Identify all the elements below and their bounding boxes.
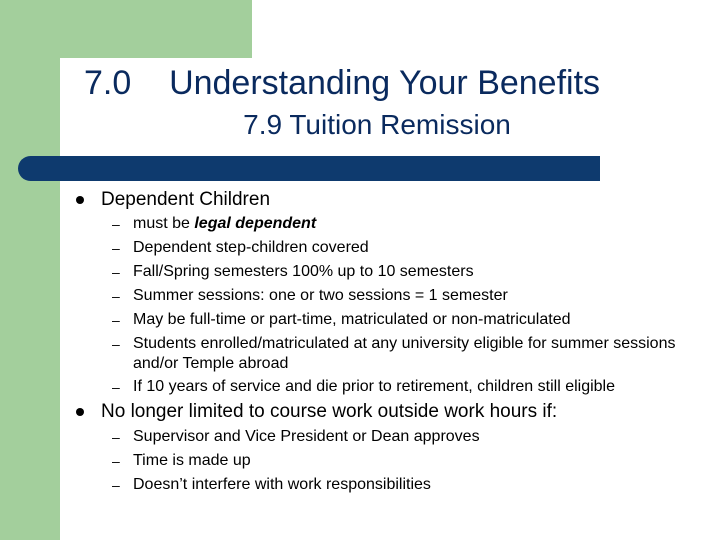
dash-icon: – <box>112 240 120 256</box>
sub-item-no-interference: Doesn’t interfere with work responsibilities <box>133 476 431 493</box>
bullet-dot <box>76 408 84 416</box>
dash-icon: – <box>112 288 120 304</box>
slide-subtitle <box>0 108 720 142</box>
bullet-label-dependent-children: Dependent Children <box>101 189 271 210</box>
title-text: Understanding Your Benefits <box>169 64 601 102</box>
left-accent-bar <box>0 155 60 540</box>
subtitle-text: 7.9 Tuition Remission <box>243 109 511 140</box>
sub-item-emphasis: legal dependent <box>194 215 317 232</box>
dash-icon: – <box>112 379 120 395</box>
sub-item-prefix: must be <box>133 215 195 232</box>
sub-item-fall-spring: Fall/Spring semesters 100% up to 10 semesters <box>133 263 474 280</box>
title-number: 7.0 <box>84 64 132 102</box>
dash-icon: – <box>112 312 120 328</box>
sub-item-time-made-up: Time is made up <box>133 452 251 469</box>
dash-icon: – <box>112 429 120 445</box>
dash-icon: – <box>112 477 120 493</box>
sub-item-students-enrolled: Students enrolled/matriculated at any university eligible for summer sessions and/or Temple abroad <box>133 335 676 372</box>
sub-item-step-children: Dependent step-children covered <box>133 239 369 256</box>
dash-icon: – <box>112 336 120 352</box>
sub-item-summer-sessions: Summer sessions: one or two sessions = 1 semester <box>133 287 508 304</box>
sub-item-ten-years-service: If 10 years of service and die prior to retirement, children still eligible <box>133 378 615 395</box>
dash-icon: – <box>112 216 120 232</box>
sub-item-legal-dependent <box>133 214 703 234</box>
dash-icon: – <box>112 264 120 280</box>
dash-icon: – <box>112 453 120 469</box>
title-divider-bar <box>18 156 600 181</box>
bullet-label-work-hours: No longer limited to course work outside work hours if: <box>101 401 558 422</box>
slide-title <box>84 63 600 103</box>
sub-item-supervisor-approves: Supervisor and Vice President or Dean approves <box>133 428 480 445</box>
bullet-dot <box>76 196 84 204</box>
sub-item-full-part-time: May be full-time or part-time, matriculated or non-matriculated <box>133 311 571 328</box>
